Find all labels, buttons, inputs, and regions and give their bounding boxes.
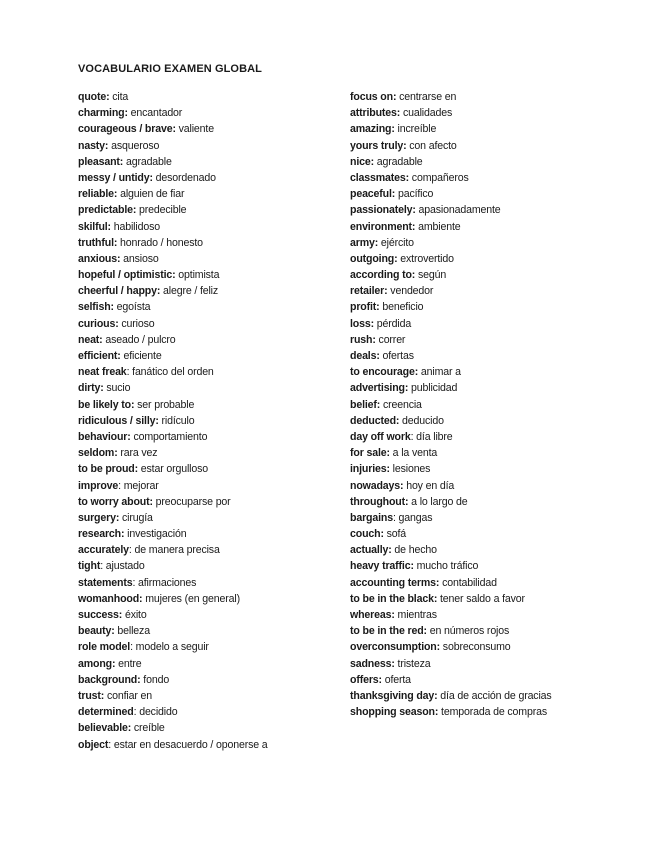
vocabulary-meaning: animar a xyxy=(418,366,461,379)
vocabulary-meaning: mucho tráfico xyxy=(413,560,479,573)
vocabulary-entry xyxy=(78,445,340,461)
vocabulary-term: for sale: xyxy=(350,447,390,460)
vocabulary-entry xyxy=(350,607,640,623)
vocabulary-entry xyxy=(78,105,340,121)
vocabulary-meaning: investigación xyxy=(124,528,187,541)
vocabulary-entry xyxy=(78,170,340,186)
vocabulary-term: overconsumption: xyxy=(350,641,441,654)
vocabulary-meaning: valiente xyxy=(175,123,214,136)
vocabulary-entry xyxy=(78,510,340,526)
vocabulary-term: throughout: xyxy=(350,495,409,508)
vocabulary-meaning: desordenado xyxy=(152,171,216,184)
vocabulary-term: be likely to: xyxy=(78,398,135,411)
vocabulary-meaning: : fanático del orden xyxy=(126,366,214,379)
vocabulary-meaning: temporada de compras xyxy=(438,706,547,719)
vocabulary-meaning: en números rojos xyxy=(426,625,510,638)
vocabulary-term: truthful: xyxy=(78,236,118,249)
vocabulary-meaning: lesiones xyxy=(389,463,431,476)
vocabulary-meaning: habilidoso xyxy=(110,220,160,233)
vocabulary-term: accurately xyxy=(78,544,129,557)
vocabulary-entry xyxy=(350,639,640,655)
vocabulary-entry xyxy=(78,397,340,413)
vocabulary-term: skilful: xyxy=(78,220,111,233)
vocabulary-term: among: xyxy=(78,657,116,670)
vocabulary-entry xyxy=(78,623,340,639)
vocabulary-entry xyxy=(78,494,340,510)
vocabulary-meaning: ejército xyxy=(378,236,414,249)
vocabulary-term: yours truly: xyxy=(350,139,407,152)
vocabulary-entry xyxy=(350,591,640,607)
vocabulary-entry xyxy=(78,283,340,299)
vocabulary-term: deals: xyxy=(350,350,380,362)
vocabulary-meaning: alegre / feliz xyxy=(160,285,219,298)
vocabulary-entry xyxy=(78,364,340,380)
vocabulary-term: belief: xyxy=(350,398,381,411)
vocabulary-entry xyxy=(350,672,640,688)
vocabulary-entry xyxy=(350,429,640,445)
vocabulary-term: improve xyxy=(78,479,119,492)
vocabulary-meaning: pérdida xyxy=(373,317,412,330)
vocabulary-entry xyxy=(350,526,640,542)
vocabulary-meaning: : estar en desacuerdo / oponerse a xyxy=(108,738,268,751)
vocabulary-entry xyxy=(78,154,340,170)
vocabulary-meaning: publicidad xyxy=(408,382,458,395)
vocabulary-meaning: cualidades xyxy=(400,107,453,120)
vocabulary-term: sadness: xyxy=(350,657,395,670)
vocabulary-term: charming: xyxy=(78,107,128,120)
vocabulary-entry xyxy=(78,267,340,283)
vocabulary-entry xyxy=(350,138,640,154)
vocabulary-meaning: pacífico xyxy=(395,188,434,201)
vocabulary-entry xyxy=(78,380,340,396)
vocabulary-meaning: increíble xyxy=(394,123,437,136)
vocabulary-entry xyxy=(78,478,340,494)
vocabulary-entry xyxy=(350,170,640,186)
vocabulary-entry xyxy=(78,656,340,672)
vocabulary-meaning: beneficio xyxy=(379,301,424,314)
vocabulary-meaning: oferta xyxy=(381,673,411,686)
vocabulary-meaning: rara vez xyxy=(117,447,158,460)
vocabulary-entry xyxy=(78,720,340,736)
vocabulary-meaning: deducido xyxy=(399,414,444,427)
vocabulary-entry xyxy=(78,639,340,655)
vocabulary-entry xyxy=(350,688,640,704)
vocabulary-term: profit: xyxy=(350,301,380,314)
vocabulary-term: whereas: xyxy=(350,609,395,621)
vocabulary-entry xyxy=(350,186,640,202)
vocabulary-entry xyxy=(78,591,340,607)
vocabulary-column-right xyxy=(350,89,640,720)
vocabulary-meaning: día de acción de gracias xyxy=(437,689,552,702)
vocabulary-entry xyxy=(350,299,640,315)
vocabulary-entry xyxy=(78,542,340,558)
vocabulary-meaning: : afirmaciones xyxy=(132,576,197,589)
vocabulary-entry xyxy=(350,575,640,591)
vocabulary-entry xyxy=(350,154,640,170)
vocabulary-meaning: estar orgulloso xyxy=(137,463,209,476)
vocabulary-term: amazing: xyxy=(350,123,395,136)
vocabulary-meaning: cirugía xyxy=(119,511,153,524)
vocabulary-entry xyxy=(78,251,340,267)
vocabulary-entry xyxy=(350,267,640,283)
vocabulary-term: loss: xyxy=(350,317,374,330)
vocabulary-term: rush: xyxy=(350,333,376,346)
vocabulary-term: deducted: xyxy=(350,414,400,427)
vocabulary-entry xyxy=(350,316,640,332)
vocabulary-entry xyxy=(350,332,640,348)
vocabulary-term: injuries: xyxy=(350,463,390,476)
vocabulary-term: trust: xyxy=(78,689,105,702)
vocabulary-meaning: tener saldo a favor xyxy=(437,592,525,605)
vocabulary-entry xyxy=(350,510,640,526)
vocabulary-term: statements xyxy=(78,576,133,589)
vocabulary-meaning: optimista xyxy=(175,269,220,282)
vocabulary-meaning: honrado / honesto xyxy=(117,236,203,249)
document-title: VOCABULARIO EXAMEN GLOBAL xyxy=(78,63,262,75)
vocabulary-meaning: confiar en xyxy=(104,689,152,702)
vocabulary-meaning: vendedor xyxy=(387,285,434,298)
vocabulary-entry xyxy=(350,656,640,672)
vocabulary-entry xyxy=(78,299,340,315)
vocabulary-term: classmates: xyxy=(350,171,410,184)
vocabulary-entry xyxy=(350,494,640,510)
vocabulary-entry xyxy=(78,575,340,591)
vocabulary-term: nowadays: xyxy=(350,479,404,492)
vocabulary-entry xyxy=(350,397,640,413)
vocabulary-term: couch: xyxy=(350,528,384,541)
vocabulary-meaning: sofá xyxy=(383,528,407,541)
vocabulary-term: role model xyxy=(78,641,131,654)
vocabulary-entry xyxy=(350,364,640,380)
vocabulary-entry xyxy=(350,251,640,267)
vocabulary-term: background: xyxy=(78,673,141,686)
vocabulary-meaning: según xyxy=(415,269,447,282)
vocabulary-term: accounting terms: xyxy=(350,576,440,589)
vocabulary-meaning: ser probable xyxy=(134,398,195,411)
vocabulary-meaning: ofertas xyxy=(379,350,414,362)
vocabulary-term: messy / untidy: xyxy=(78,171,153,184)
vocabulary-entry xyxy=(350,461,640,477)
vocabulary-term: to be proud: xyxy=(78,463,138,476)
vocabulary-entry xyxy=(350,105,640,121)
vocabulary-term: predictable: xyxy=(78,204,137,217)
vocabulary-meaning: : decidido xyxy=(133,706,178,719)
vocabulary-entry xyxy=(350,235,640,251)
vocabulary-meaning: egoísta xyxy=(113,301,151,314)
vocabulary-term: actually: xyxy=(350,544,392,557)
vocabulary-term: offers: xyxy=(350,673,382,686)
vocabulary-meaning: ansioso xyxy=(120,252,159,265)
vocabulary-entry xyxy=(78,219,340,235)
vocabulary-term: selfish: xyxy=(78,301,114,314)
vocabulary-term: advertising: xyxy=(350,382,409,395)
vocabulary-entry xyxy=(350,283,640,299)
vocabulary-meaning: alguien de fiar xyxy=(117,188,185,201)
vocabulary-term: to be in the black: xyxy=(350,592,438,605)
vocabulary-entry xyxy=(78,202,340,218)
vocabulary-term: seldom: xyxy=(78,447,118,460)
vocabulary-meaning: mujeres (en general) xyxy=(142,592,240,605)
vocabulary-meaning: eficiente xyxy=(120,350,162,362)
vocabulary-meaning: centrarse en xyxy=(396,91,457,103)
vocabulary-meaning: preocuparse por xyxy=(152,495,231,508)
vocabulary-meaning: encantador xyxy=(127,107,183,120)
vocabulary-entry xyxy=(78,688,340,704)
vocabulary-meaning: fondo xyxy=(140,673,170,686)
vocabulary-meaning: ridículo xyxy=(158,414,195,427)
vocabulary-meaning: agradable xyxy=(373,155,423,168)
vocabulary-entry xyxy=(78,558,340,574)
vocabulary-term: research: xyxy=(78,528,125,541)
vocabulary-meaning: creencia xyxy=(380,398,422,411)
vocabulary-entry xyxy=(78,235,340,251)
vocabulary-term: courageous / brave: xyxy=(78,123,176,136)
vocabulary-entry xyxy=(350,89,640,105)
vocabulary-term: beauty: xyxy=(78,625,115,638)
vocabulary-meaning: cita xyxy=(109,91,129,103)
vocabulary-entry xyxy=(350,478,640,494)
vocabulary-meaning: ambiente xyxy=(415,220,461,233)
vocabulary-term: day off work xyxy=(350,430,411,443)
vocabulary-meaning: agradable xyxy=(123,155,172,168)
vocabulary-term: peaceful: xyxy=(350,188,396,201)
vocabulary-entry xyxy=(78,429,340,445)
vocabulary-meaning: : día libre xyxy=(410,430,453,443)
vocabulary-meaning: : modelo a seguir xyxy=(130,641,209,654)
vocabulary-meaning: hoy en día xyxy=(403,479,455,492)
vocabulary-term: shopping season: xyxy=(350,706,439,719)
vocabulary-meaning: curioso xyxy=(118,317,155,330)
vocabulary-meaning: entre xyxy=(115,657,142,670)
vocabulary-term: according to: xyxy=(350,269,416,282)
vocabulary-meaning: : gangas xyxy=(392,511,433,524)
vocabulary-term: cheerful / happy: xyxy=(78,285,161,298)
vocabulary-meaning: tristeza xyxy=(394,657,431,670)
vocabulary-entry xyxy=(350,558,640,574)
vocabulary-term: surgery: xyxy=(78,511,120,524)
vocabulary-term: nasty: xyxy=(78,139,109,152)
vocabulary-term: quote: xyxy=(78,91,110,103)
vocabulary-term: nice: xyxy=(350,155,374,168)
vocabulary-meaning: predecible xyxy=(136,204,187,217)
vocabulary-meaning: sobreconsumo xyxy=(440,641,511,654)
vocabulary-meaning: aseado / pulcro xyxy=(102,333,176,346)
vocabulary-meaning: asqueroso xyxy=(108,139,160,152)
vocabulary-entry xyxy=(78,348,340,364)
vocabulary-term: to be in the red: xyxy=(350,625,427,638)
vocabulary-meaning: : de manera precisa xyxy=(128,544,220,557)
vocabulary-meaning: éxito xyxy=(122,609,147,621)
vocabulary-entry xyxy=(78,138,340,154)
vocabulary-entry xyxy=(78,89,340,105)
vocabulary-term: attributes: xyxy=(350,107,401,120)
vocabulary-term: efficient: xyxy=(78,350,121,362)
vocabulary-term: anxious: xyxy=(78,252,121,265)
vocabulary-entry xyxy=(350,413,640,429)
vocabulary-meaning: contabilidad xyxy=(439,576,497,589)
vocabulary-meaning: con afecto xyxy=(406,139,457,152)
vocabulary-term: retailer: xyxy=(350,285,388,298)
vocabulary-entry xyxy=(78,607,340,623)
vocabulary-meaning: de hecho xyxy=(391,544,437,557)
vocabulary-term: focus on: xyxy=(350,91,397,103)
vocabulary-term: bargains xyxy=(350,511,393,524)
vocabulary-meaning: sucio xyxy=(103,382,131,395)
vocabulary-term: believable: xyxy=(78,722,132,735)
vocabulary-meaning: extrovertido xyxy=(397,252,454,265)
vocabulary-meaning: a lo largo de xyxy=(408,495,468,508)
vocabulary-term: pleasant: xyxy=(78,155,124,168)
vocabulary-entry xyxy=(350,445,640,461)
vocabulary-entry xyxy=(78,316,340,332)
vocabulary-meaning: apasionadamente xyxy=(415,204,501,217)
vocabulary-term: hopeful / optimistic: xyxy=(78,269,176,282)
vocabulary-term: heavy traffic: xyxy=(350,560,414,573)
vocabulary-meaning: belleza xyxy=(114,625,150,638)
vocabulary-term: reliable: xyxy=(78,188,118,201)
vocabulary-meaning: creíble xyxy=(131,722,165,735)
vocabulary-term: ridiculous / silly: xyxy=(78,414,159,427)
vocabulary-meaning: a la venta xyxy=(389,447,438,460)
vocabulary-term: curious: xyxy=(78,317,119,330)
vocabulary-entry xyxy=(78,526,340,542)
vocabulary-term: womanhood: xyxy=(78,592,143,605)
vocabulary-meaning: compañeros xyxy=(409,171,469,184)
vocabulary-entry xyxy=(78,461,340,477)
vocabulary-term: army: xyxy=(350,236,379,249)
vocabulary-meaning: mientras xyxy=(394,609,437,621)
vocabulary-entry xyxy=(350,121,640,137)
vocabulary-entry xyxy=(78,413,340,429)
vocabulary-meaning: comportamiento xyxy=(130,430,208,443)
vocabulary-term: environment: xyxy=(350,220,416,233)
vocabulary-term: to encourage: xyxy=(350,366,419,379)
vocabulary-entry xyxy=(350,219,640,235)
vocabulary-term: behaviour: xyxy=(78,430,131,443)
vocabulary-entry xyxy=(78,672,340,688)
vocabulary-term: determined xyxy=(78,706,134,719)
vocabulary-term: tight xyxy=(78,560,101,573)
vocabulary-term: thanksgiving day: xyxy=(350,689,438,702)
vocabulary-term: neat freak xyxy=(78,366,127,379)
vocabulary-entry xyxy=(350,542,640,558)
vocabulary-term: to worry about: xyxy=(78,495,153,508)
vocabulary-entry xyxy=(78,332,340,348)
vocabulary-term: object xyxy=(78,738,109,751)
vocabulary-term: success: xyxy=(78,609,123,621)
vocabulary-column-left xyxy=(78,89,340,753)
vocabulary-entry xyxy=(350,623,640,639)
vocabulary-entry xyxy=(78,121,340,137)
vocabulary-entry xyxy=(78,737,340,753)
vocabulary-entry xyxy=(78,186,340,202)
vocabulary-term: neat: xyxy=(78,333,103,346)
vocabulary-meaning: correr xyxy=(375,333,406,346)
vocabulary-meaning: : mejorar xyxy=(118,479,159,492)
vocabulary-term: outgoing: xyxy=(350,252,398,265)
vocabulary-term: passionately: xyxy=(350,204,416,217)
vocabulary-meaning: : ajustado xyxy=(100,560,145,573)
vocabulary-entry xyxy=(350,202,640,218)
vocabulary-entry xyxy=(350,348,640,364)
vocabulary-entry xyxy=(78,704,340,720)
vocabulary-entry xyxy=(350,380,640,396)
vocabulary-term: dirty: xyxy=(78,382,104,395)
vocabulary-entry xyxy=(350,704,640,720)
